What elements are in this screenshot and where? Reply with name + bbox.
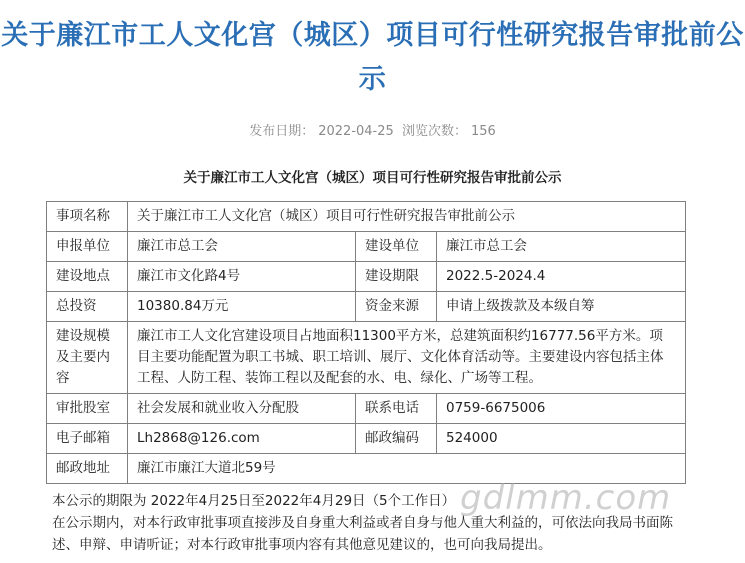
table-row xyxy=(47,322,686,394)
applicant-value: 廉江市总工会 xyxy=(128,232,356,262)
item-name-label: 事项名称 xyxy=(47,202,128,232)
funding-label: 资金来源 xyxy=(356,292,437,322)
address-label: 邮政地址 xyxy=(47,454,128,484)
dept-value: 社会发展和就业收入分配股 xyxy=(128,394,356,424)
table-row xyxy=(47,292,686,322)
email-value: Lh2868@126.com xyxy=(128,424,356,454)
notice-period: 本公示的期限为 2022年4月25日至2022年4月29日（5个工作日） xyxy=(52,493,456,509)
publish-date-label: 发布日期： xyxy=(249,124,315,139)
investment-value: 10380.84万元 xyxy=(128,292,356,322)
item-name-value: 关于廉江市工人文化宫（城区）项目可行性研究报告审批前公示 xyxy=(128,202,686,232)
period-value: 2022.5-2024.4 xyxy=(437,262,686,292)
views-label: 浏览次数： xyxy=(401,124,467,139)
table-row xyxy=(47,232,686,262)
publish-date: 2022-04-25 xyxy=(318,124,394,139)
postcode-label: 邮政编码 xyxy=(356,424,437,454)
table-row xyxy=(47,262,686,292)
funding-value: 申请上级拨款及本级自筹 xyxy=(437,292,686,322)
location-value: 廉江市文化路4号 xyxy=(128,262,356,292)
scale-value: 廉江市工人文化宫建设项目占地面积11300平方米，总建筑面积约16777.56平方米。项目主要功能配置为职工书城、职工培训、展厅、文化体育活动等。主要建设内容包括主体工程、人防工程、装饰工程以及配套的水、电、绿化、广场等工程。 xyxy=(128,322,686,394)
scale-label: 建设规模及主要内容 xyxy=(47,322,128,394)
period-label: 建设期限 xyxy=(356,262,437,292)
phone-label: 联系电话 xyxy=(356,394,437,424)
watermark: gdlmm.com xyxy=(460,478,672,518)
email-label: 电子邮箱 xyxy=(47,424,128,454)
info-table xyxy=(46,201,686,484)
page-title: 关于廉江市工人文化宫（城区）项目可行性研究报告审批前公示 xyxy=(1,20,744,95)
table-row xyxy=(47,424,686,454)
builder-label: 建设单位 xyxy=(356,232,437,262)
dept-label: 审批股室 xyxy=(47,394,128,424)
table-row xyxy=(47,394,686,424)
phone-value: 0759-6675006 xyxy=(437,394,686,424)
location-label: 建设地点 xyxy=(47,262,128,292)
address-value: 廉江市廉江大道北59号 xyxy=(128,454,686,484)
postcode-value: 524000 xyxy=(437,424,686,454)
article-meta xyxy=(0,120,745,139)
applicant-label: 申报单位 xyxy=(47,232,128,262)
builder-value: 廉江市总工会 xyxy=(437,232,686,262)
table-title: 关于廉江市工人文化宫（城区）项目可行性研究报告审批前公示 xyxy=(183,170,562,186)
table-row xyxy=(47,202,686,232)
investment-label: 总投资 xyxy=(47,292,128,322)
notice-rights: 在公示期内，对本行政审批事项直接涉及自身重大利益或者自身与他人重大利益的，可依法向我局书面陈述、申辩、申请听证；对本行政审批事项内容有其他意见建议的，也可向我局提出。 xyxy=(52,515,673,553)
views-count: 156 xyxy=(470,124,496,139)
